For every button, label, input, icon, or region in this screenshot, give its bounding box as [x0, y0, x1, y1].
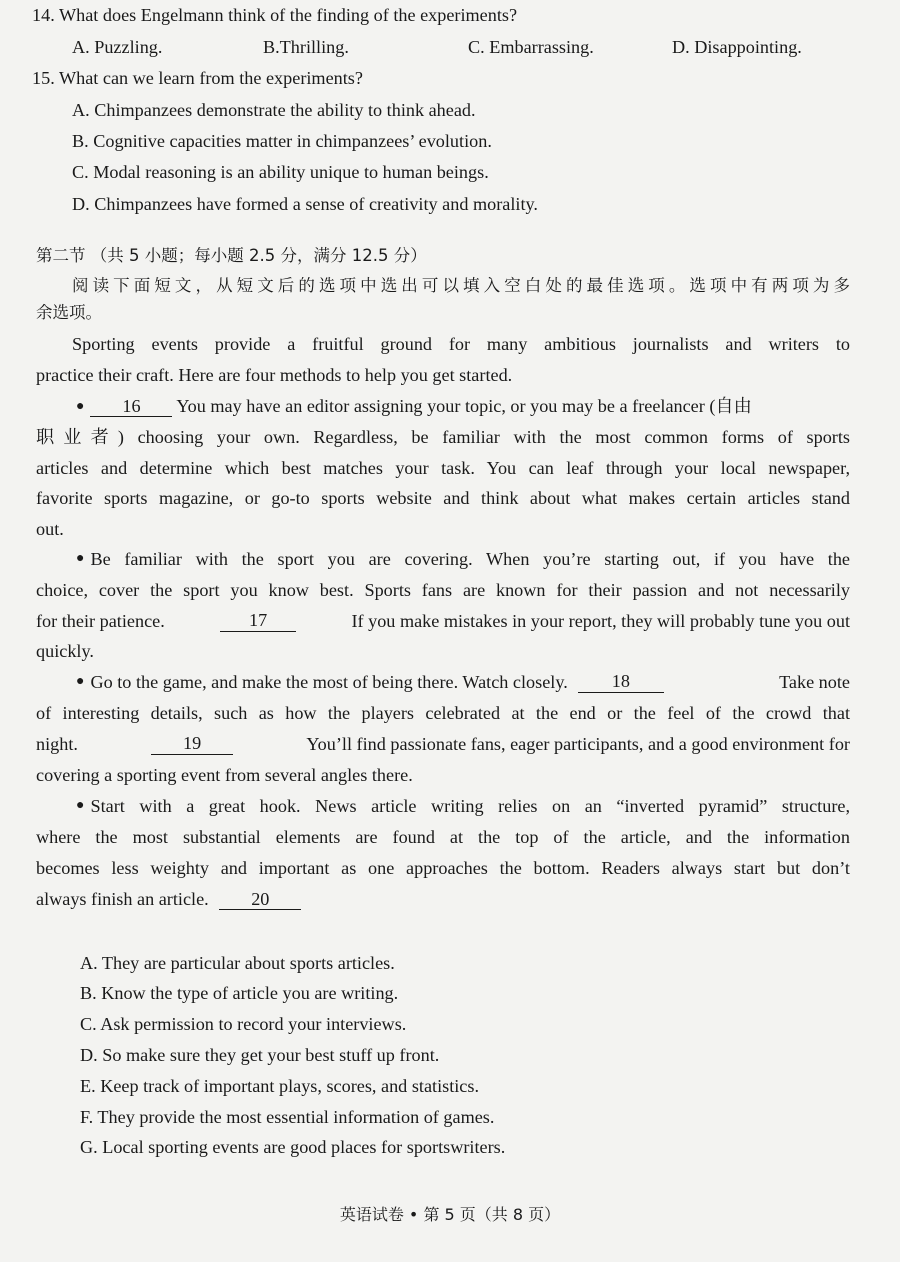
bullet-icon: ●: [76, 798, 85, 813]
passage-p5-line-3: becomes less weighty and important as one approaches the bottom. Readers always start but don’t: [36, 858, 850, 878]
choice-a: A. They are particular about sports articles.: [80, 953, 395, 973]
passage-p4-line-1-a: Go to the game, and make the most of being there. Watch closely.: [90, 672, 568, 692]
q14-option-a: A. Puzzling.: [72, 37, 163, 57]
passage-p4-line-1-b: Take note: [779, 672, 850, 692]
bullet-icon: ●: [76, 674, 85, 689]
blank-16[interactable]: 16: [90, 396, 172, 417]
passage-p5-line-4-text: always finish an article.: [36, 889, 209, 909]
passage-p5-line-2: where the most substantial elements are found at the top of the article, and the information: [36, 827, 850, 847]
passage-p4-line-2: of interesting details, such as how the players celebrated at the end or the feel of the crowd that: [36, 703, 850, 723]
bullet-icon: ●: [76, 551, 85, 566]
choice-f: F. They provide the most essential information of games.: [80, 1107, 495, 1127]
passage-p3-line-4: quickly.: [36, 641, 94, 661]
passage-p2-line-1-text: You may have an editor assigning your topic, or you may be a freelancer (自由: [176, 396, 752, 416]
passage-p4-line-3-a: night.: [36, 734, 78, 754]
passage-p4-line-1: [76, 671, 850, 693]
blank-19[interactable]: 19: [151, 733, 233, 755]
passage-p2-line-1: [76, 395, 752, 418]
q14-option-b: B.Thrilling.: [263, 37, 349, 57]
passage-p4-line-3-b: You’ll find passionate fans, eager participants, and a good environment for: [306, 734, 850, 754]
passage-p5-line-4: [36, 888, 301, 910]
section-instruction-line-2: 余选项。: [36, 303, 102, 322]
passage-p3-line-3-b: If you make mistakes in your report, they will probably tune you out: [351, 611, 850, 631]
q14-option-d: D. Disappointing.: [672, 37, 802, 57]
question-15-stem: 15. What can we learn from the experiments?: [32, 68, 363, 88]
passage-p3-line-3: [36, 610, 850, 632]
blank-20[interactable]: 20: [219, 889, 301, 910]
choice-e: E. Keep track of important plays, scores, and statistics.: [80, 1076, 480, 1096]
q15-option-a: A. Chimpanzees demonstrate the ability to think ahead.: [72, 100, 476, 120]
q15-option-d: D. Chimpanzees have formed a sense of creativity and morality.: [72, 194, 538, 214]
passage-p5-line-1-text: Start with a great hook. News article writing relies on an “inverted pyramid” structure,: [90, 796, 850, 816]
choice-d: D. So make sure they get your best stuff up front.: [80, 1045, 440, 1065]
passage-p3-line-1: [76, 548, 850, 570]
passage-p2-line-5: out.: [36, 519, 64, 539]
choice-c: C. Ask permission to record your interviews.: [80, 1014, 407, 1034]
passage-p2-line-4: favorite sports magazine, or go-to sports website and think about what makes certain articles stand: [36, 488, 850, 508]
page-footer: 英语试卷 • 第 5 页（共 8 页）: [339, 1205, 561, 1224]
choice-g: G. Local sporting events are good places for sportswriters.: [80, 1137, 506, 1157]
bullet-icon: ●: [76, 399, 85, 414]
q15-option-c: C. Modal reasoning is an ability unique to human beings.: [72, 162, 489, 182]
passage-p4-line-4: covering a sporting event from several angles there.: [36, 765, 413, 785]
passage-p3-line-3-a: for their patience.: [36, 611, 165, 631]
blank-17[interactable]: 17: [220, 610, 296, 632]
section-instruction-line-1: 阅读下面短文，从短文后的选项中选出可以填入空白处的最佳选项。选项中有两项为多: [72, 276, 850, 295]
passage-p3-line-2: choice, cover the sport you know best. Sports fans are known for their passion and not necessarily: [36, 580, 850, 600]
blank-18[interactable]: 18: [578, 671, 664, 693]
question-14-stem: 14. What does Engelmann think of the finding of the experiments?: [32, 5, 518, 25]
passage-p5-line-1: [76, 795, 850, 817]
choice-b: B. Know the type of article you are writing.: [80, 983, 399, 1003]
passage-p2-line-2: 职业者) choosing your own. Regardless, be familiar with the most common forms of sports: [36, 427, 850, 447]
passage-p3-line-1-text: Be familiar with the sport you are covering. When you’re starting out, if you have the: [90, 549, 850, 569]
section-heading: 第二节 （共 5 小题；每小题 2.5 分，满分 12.5 分）: [36, 246, 427, 265]
passage-p2-line-3: articles and determine which best matches your task. You can leaf through your local newspaper,: [36, 458, 850, 478]
q14-option-c: C. Embarrassing.: [468, 37, 594, 57]
q15-option-b: B. Cognitive capacities matter in chimpanzees’ evolution.: [72, 131, 492, 151]
passage-p4-line-3: [36, 733, 850, 755]
passage-p1-line-2: practice their craft. Here are four methods to help you get started.: [36, 365, 513, 385]
passage-p1-line-1: Sporting events provide a fruitful ground for many ambitious journalists and writers to: [72, 334, 850, 354]
